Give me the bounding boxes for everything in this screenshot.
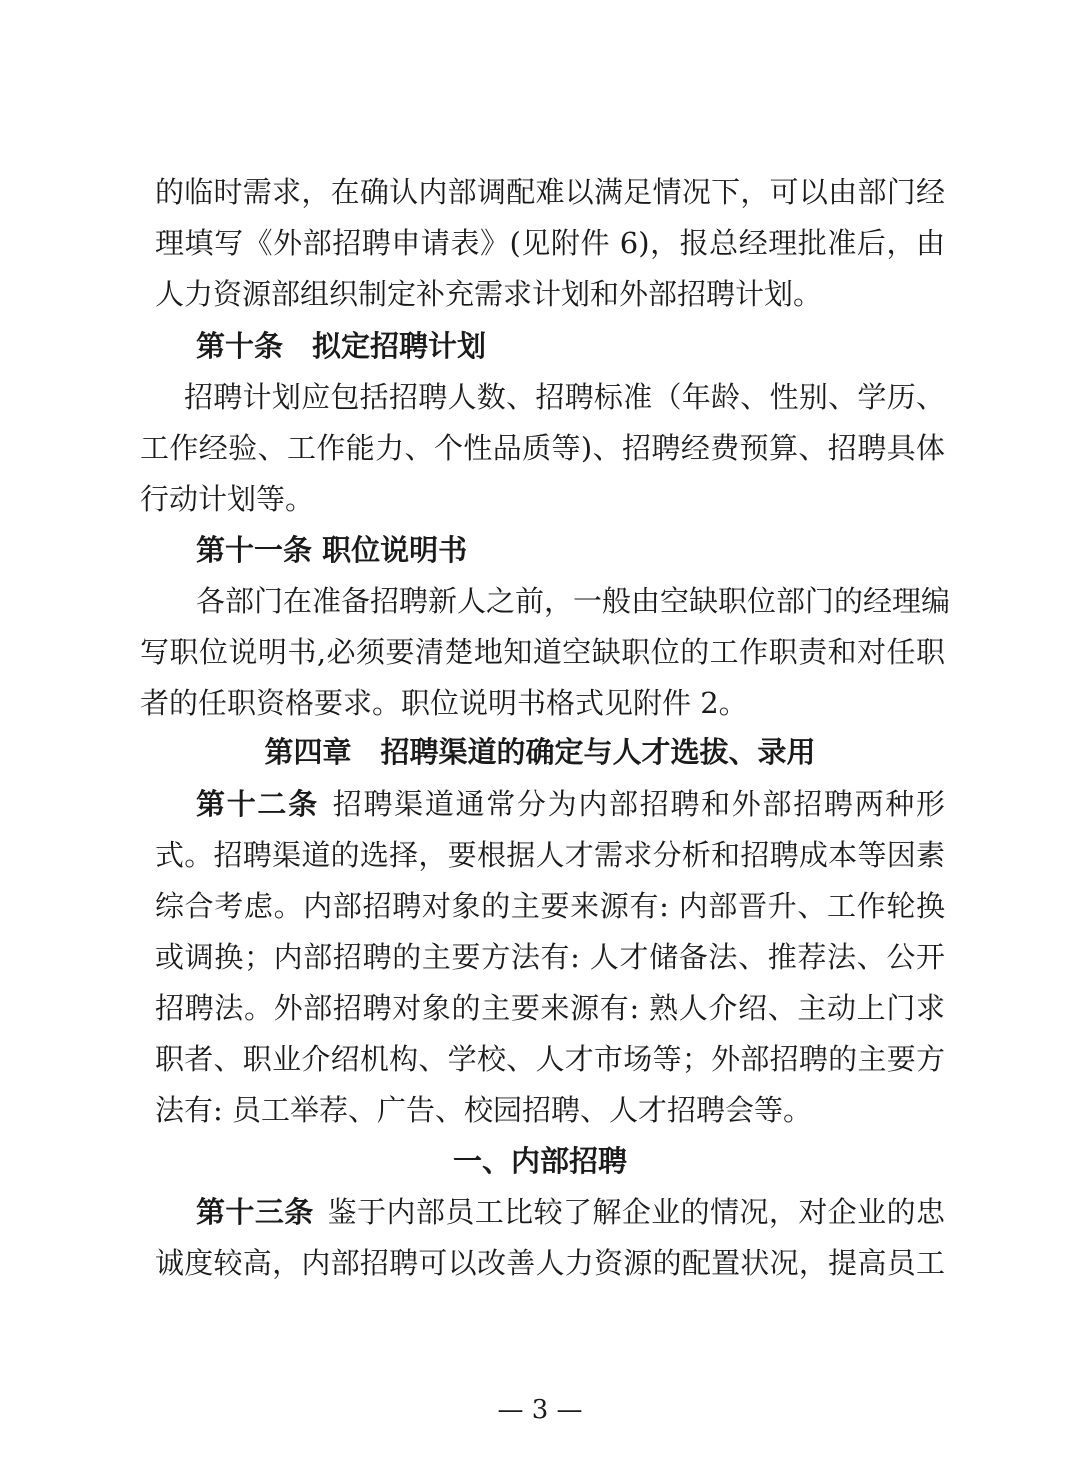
text-line: 写职位说明书,必须要清楚地知道空缺职位的工作职责和对任职 [140, 635, 945, 669]
text-line: 理填写《外部招聘申请表》(见附件 6)，报总经理批准后，由 [155, 226, 945, 260]
page-number: — 3 — [497, 1395, 583, 1425]
article-12-first-text: 招聘渠道通常分为内部招聘和外部招聘两种形 [332, 787, 945, 821]
text-line: 综合考虑。内部招聘对象的主要来源有: 内部晋升、工作轮换 [155, 889, 945, 923]
article-12-lead: 第十二条 [196, 787, 319, 821]
text-line: 法有: 员工举荐、广告、校园招聘、人才招聘会等。 [155, 1093, 812, 1127]
text-line: 诚度较高，内部招聘可以改善人力资源的配置状况，提高员工 [155, 1246, 945, 1280]
chapter-4-heading: 第四章 招聘渠道的确定与人才选拔、录用 [264, 735, 816, 769]
article-10-heading: 第十条 拟定招聘计划 [196, 329, 487, 363]
text-line: 行动计划等。 [140, 482, 315, 516]
text-line: 或调换；内部招聘的主要方法有: 人才储备法、推荐法、公开 [155, 940, 945, 974]
text-line: 工作经验、工作能力、个性品质等)、招聘经费预算、招聘具体 [140, 431, 945, 465]
text-line: 人力资源部组织制定补充需求计划和外部招聘计划。 [155, 277, 823, 311]
text-line: 各部门在准备招聘新人之前，一般由空缺职位部门的经理编 [196, 584, 951, 618]
text-line: 者的任职资格要求。职位说明书格式见附件 2。 [140, 686, 748, 720]
article-12-first-line [196, 776, 945, 832]
text-line: 的临时需求，在确认内部调配难以满足情况下，可以由部门经 [155, 175, 945, 209]
article-11-heading: 第十一条 职位说明书 [196, 533, 468, 567]
article-13-first-line [196, 1184, 945, 1240]
text-line: 职者、职业介绍机构、学校、人才市场等；外部招聘的主要方 [155, 1042, 945, 1076]
text-line: 招聘计划应包括招聘人数、招聘标准（年龄、性别、学历、 [184, 380, 945, 414]
text-line: 招聘法。外部招聘对象的主要来源有: 熟人介绍、主动上门求 [155, 991, 945, 1025]
article-13-first-text: 鉴于内部员工比较了解企业的情况，对企业的忠 [327, 1195, 945, 1229]
section-1-heading: 一、内部招聘 [452, 1144, 627, 1178]
article-13-lead: 第十三条 [196, 1195, 314, 1229]
text-line: 式。招聘渠道的选择，要根据人才需求分析和招聘成本等因素 [155, 838, 945, 872]
